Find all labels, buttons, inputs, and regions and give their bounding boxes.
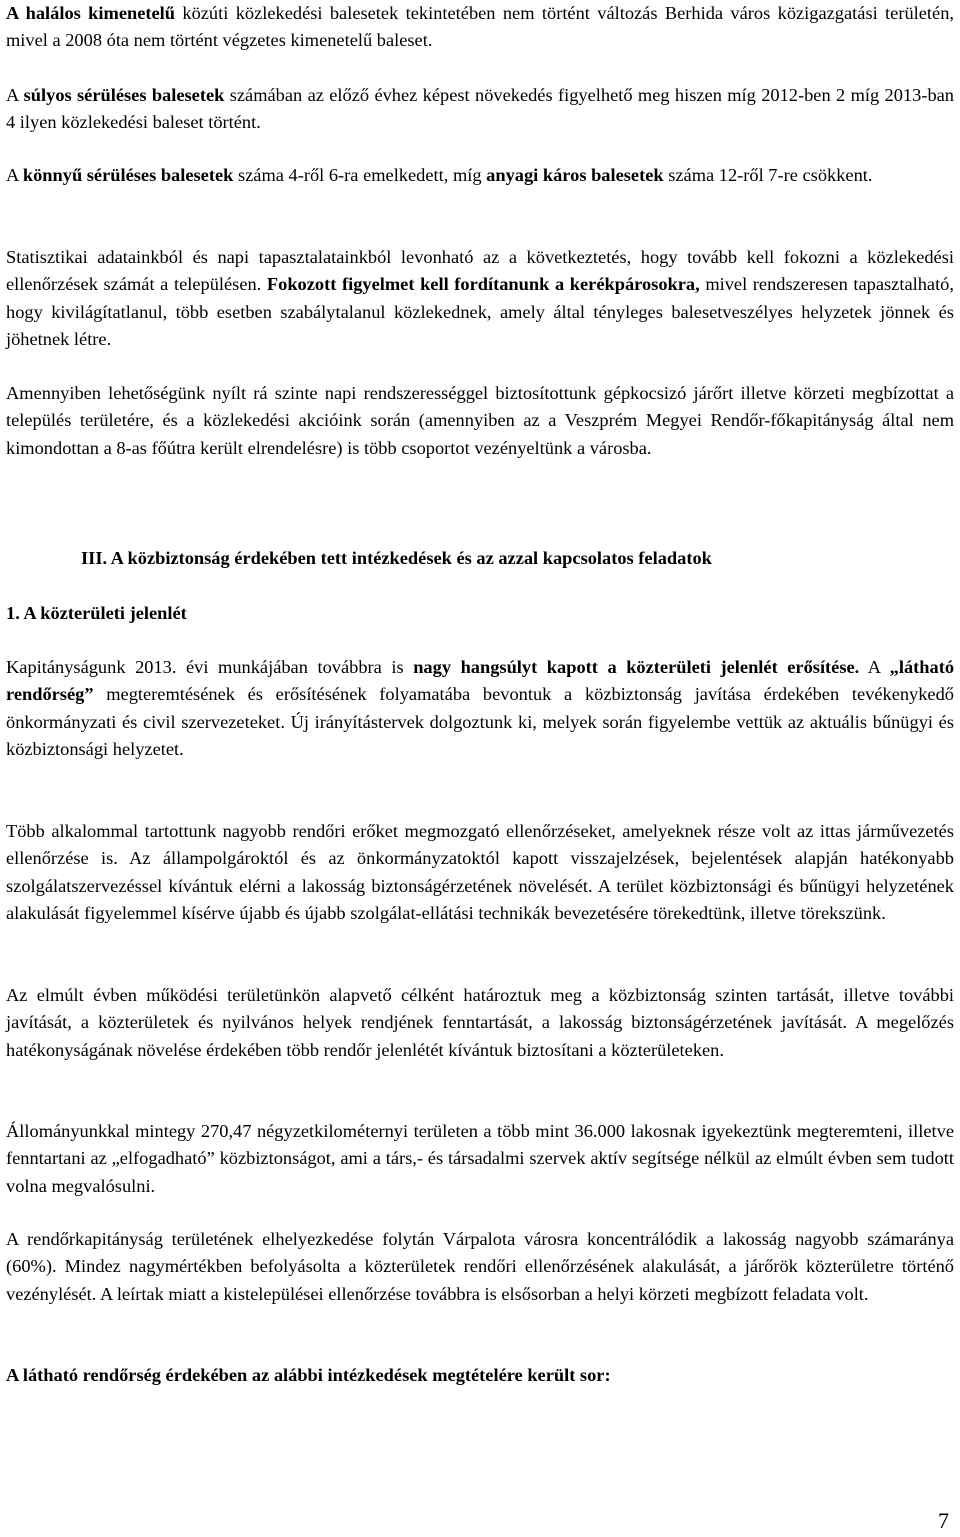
subsection-title: 1. A közterületi jelenlét: [6, 603, 187, 623]
paragraph-text: száma 4-ről 6-ra emelkedett, míg: [233, 165, 487, 185]
paragraph-inspections: [6, 818, 954, 928]
paragraph-fatal-accidents: [6, 0, 954, 55]
paragraph-text: Több alkalommal tartottunk nagyobb rendőri erőket megmozgató ellenőrzéseket, amelyeknek része volt az ittas járművezetés ellenőrzése is. Az állampolgároktól és az önkormányzatoktól kapott visszajelzések, bejelentések alapján hatékonyabb szolgálatszervezéssel kívántuk elérni a lakosság biztonságérzetének növelését. A terület közbiztonsági és bűnügyi helyzetének alakulását figyelemmel kísérve újabb és újabb szolgálat-ellátási technikák bevezetésére törekedtünk, illetve törekszünk.: [6, 821, 954, 924]
paragraph-population: [6, 1226, 954, 1308]
paragraph-text: Állományunkkal mintegy 270,47 négyzetkilométernyi területen a több mint 36.000 lakosnak igyekeztünk megteremteni, illetve fenntartani az „elfogadható” közbiztonságot, ami a társ,- és társadalmi szervek aktív segítsége nélkül az elmúlt évben sem tudott volna megvalósulni.: [6, 1121, 954, 1196]
paragraph-text: megteremtésének és erősítésének folyamatába bevontuk a közbiztonság javítása érdekében tevékenykedő önkormányzati és civil szervezeteket. Új irányítástervek dolgoztunk ki, melyek során figyelembe vettük az aktuális bűnügyi és közbiztonsági helyzetet.: [6, 684, 954, 760]
paragraph-staff-area: [6, 1118, 954, 1200]
bold-phrase: A halálos kimenetelű: [6, 3, 176, 23]
closing-heading: A látható rendőrség érdekében az alábbi intézkedések megtételére került sor:: [6, 1365, 611, 1385]
paragraph-light-accidents: [6, 162, 954, 189]
page-number: 7: [938, 1508, 949, 1533]
paragraph-statistics: [6, 244, 954, 354]
paragraph-text: Kapitányságunk 2013. évi munkájában továbbra is: [6, 657, 414, 677]
paragraph-text: közúti közlekedési balesetek tekintetében nem történt változás Berhida város közigazgatási területén, mivel a 2008 óta nem történt végzetes kimenetelű baleset.: [6, 3, 954, 51]
section-title: III. A közbiztonság érdekében tett intézkedések és az azzal kapcsolatos feladatok: [81, 548, 712, 568]
paragraph-text: számában az előző évhez képest növekedés figyelhető meg hiszen míg 2012-ben 2 míg 2013-ban 4 ilyen közlekedési baleset történt.: [6, 85, 954, 133]
bold-phrase: anyagi káros balesetek: [486, 165, 664, 185]
bold-phrase: nagy hangsúlyt kapott a közterületi jelenlét erősítése.: [413, 657, 860, 677]
paragraph-text: mivel rendszeresen tapasztalható, hogy kivilágítatlanul, több esetben szabálytalanul közlekednek, amely által tényleges balesetveszélyes helyzetek jönnek és jöhetnek létre.: [6, 274, 954, 350]
paragraph-text: Statisztikai adatainkból és napi tapasztalatainkból levonható az a következtetés, hogy tovább kell fokozni a közlekedési ellenőrzések számát a településen.: [6, 247, 954, 295]
paragraph-public-presence: [6, 654, 954, 764]
bold-phrase: súlyos sérüléses balesetek: [23, 85, 225, 105]
paragraph-text: A: [6, 165, 23, 185]
paragraph-text: A: [6, 85, 24, 105]
bold-phrase: Fokozott figyelmet kell fordítanunk a kerékpárosokra,: [266, 274, 700, 295]
paragraph-goals: [6, 982, 954, 1064]
bold-phrase: „látható rendőrség”: [6, 657, 955, 705]
paragraph-text: Amennyiben lehetőségünk nyílt rá szinte napi rendszerességgel biztosítottunk gépkocsizó járőrt illetve körzeti megbízottat a település területére, és a közlekedési akcióink során (amennyiben az a Veszprém Megyei Rendőr-főkapitányság által nem kimondottan a 8-as főútra került elrendelésre) is több csoportot vezényeltünk a városba.: [6, 383, 954, 458]
paragraph-text: A: [859, 657, 890, 677]
bold-phrase: könnyű sérüléses balesetek: [22, 165, 234, 185]
paragraph-text: Az elmúlt évben működési területünkön alapvető célként határoztuk meg a közbiztonság szinten tartását, illetve további javítását, a közterületek és nyilvános helyek rendjének fenntartását, a lakosság biztonságérzetének javítását. A megelőzés hatékonyságának növelése érdekében több rendőr jelenlétét kívántuk biztosítani a közterületeken.: [6, 985, 954, 1060]
paragraph-patrol: [6, 380, 954, 462]
paragraph-text: A rendőrkapitányság területének elhelyezkedése folytán Várpalota városra koncentrálódik a lakosság nagyobb számaránya (60%). Mindez nagymértékben befolyásolta a közterületek rendőri ellenőrzésének alakulását, a járőrök közterületre történő vezénylését. A leírtak miatt a kistelepülései ellenőrzése továbbra is elsősorban a helyi körzeti megbízott feladata volt.: [6, 1229, 954, 1304]
paragraph-text: száma 12-ről 7-re csökkent.: [663, 165, 873, 185]
paragraph-serious-accidents: [6, 82, 954, 137]
